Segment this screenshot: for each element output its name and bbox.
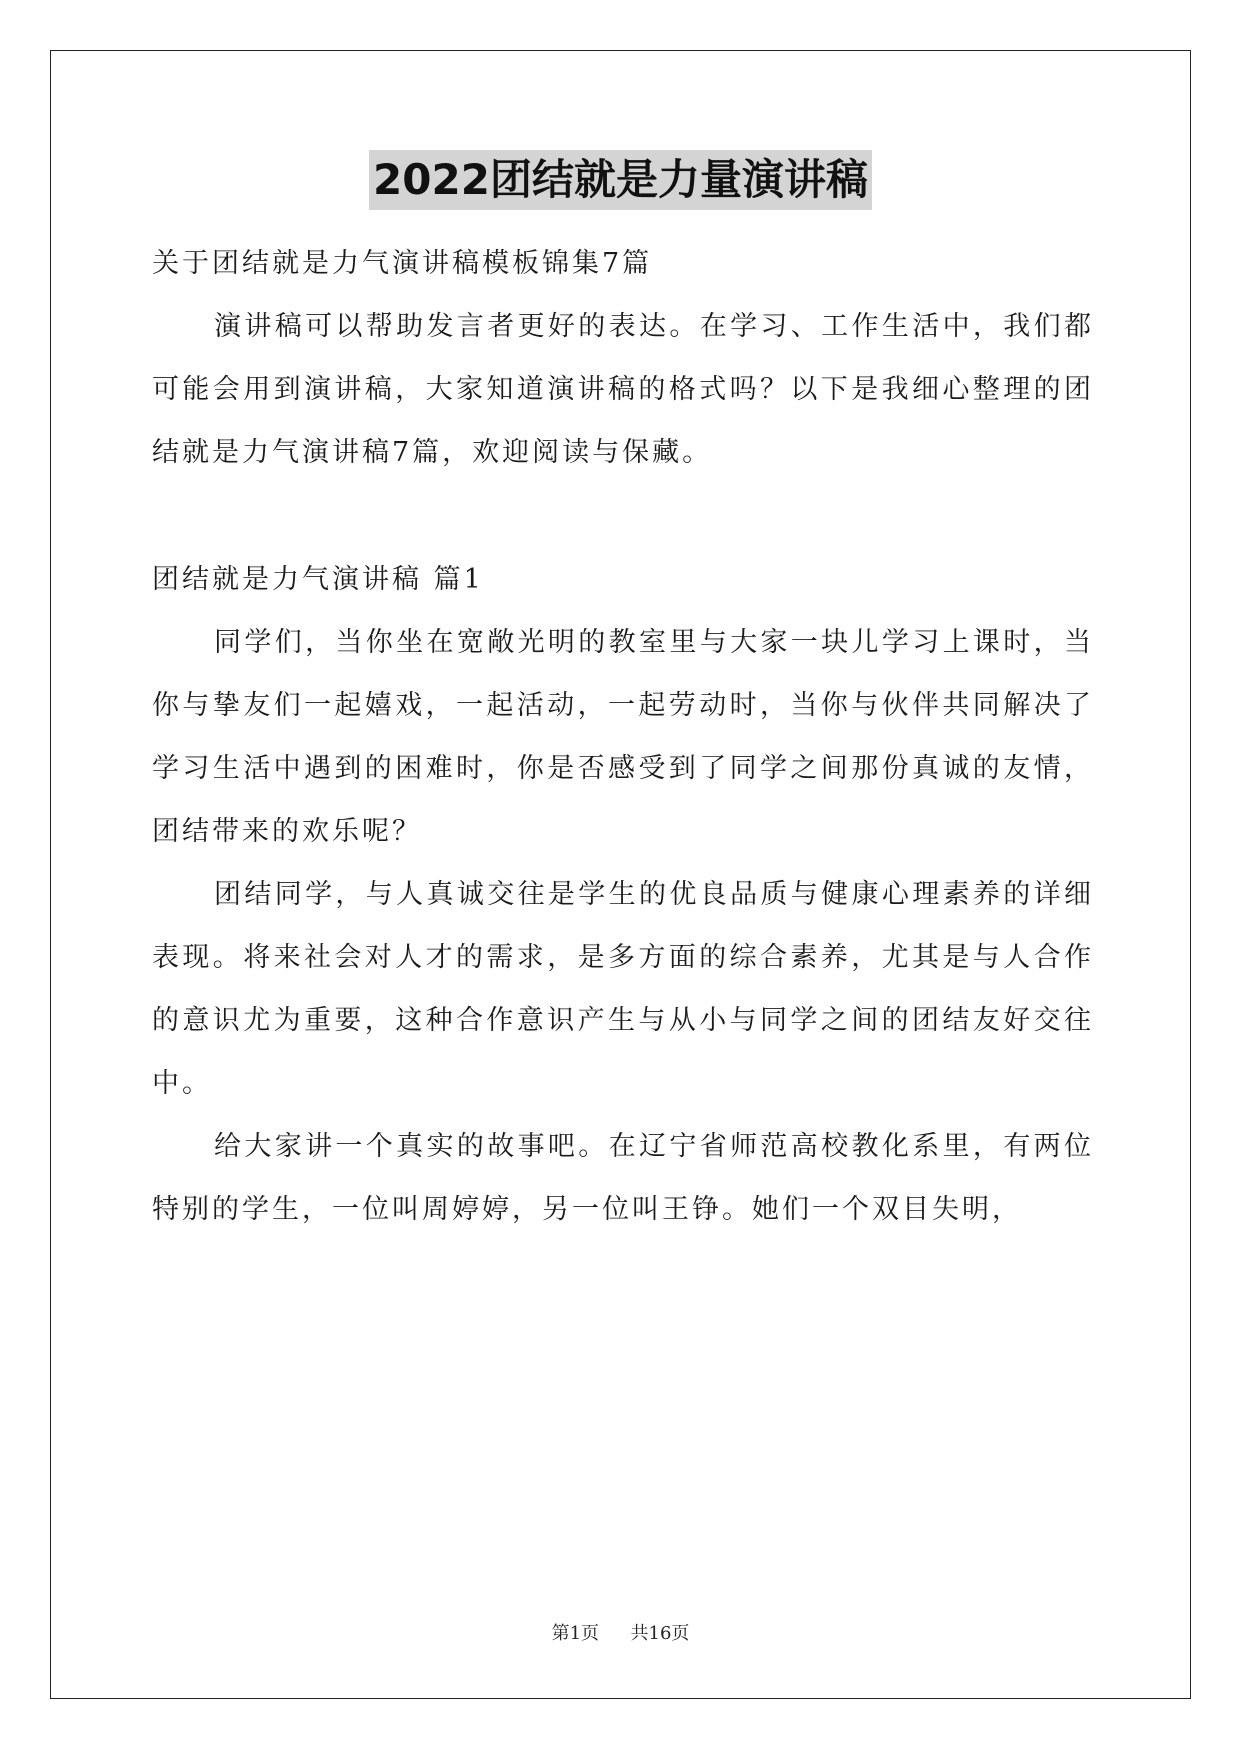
body-paragraph: 团结同学，与人真诚交往是学生的优良品质与健康心理素养的详细表现。将来社会对人才的需求，是多方面的综合素养，尤其是与人合作的意识尤为重要，这种合作意识产生与从小与同学之间的团结友好交往中。	[152, 879, 1094, 1099]
section-heading: 团结就是力气演讲稿 篇1	[152, 564, 484, 595]
page-number: 第1页	[551, 1623, 600, 1644]
title-container	[0, 150, 1241, 210]
document-title: 2022团结就是力量演讲稿	[369, 150, 872, 210]
body-paragraph: 同学们，当你坐在宽敞光明的教室里与大家一块儿学习上课时，当你与挚友们一起嬉戏，一起活动，一起劳动时，当你与伙伴共同解决了学习生活中遇到的困难时，你是否感受到了同学之间那份真诚的友情，团结带来的欢乐呢？	[152, 627, 1094, 847]
document-subtitle: 关于团结就是力气演讲稿模板锦集7篇	[152, 248, 653, 279]
section-spacer	[152, 484, 1094, 548]
total-pages: 共16页	[630, 1623, 690, 1644]
document-body	[152, 232, 1094, 1241]
page-footer	[0, 1619, 1241, 1645]
body-paragraph: 给大家讲一个真实的故事吧。在辽宁省师范高校教化系里，有两位特别的学生，一位叫周婷婷，另一位叫王铮。她们一个双目失明，	[152, 1131, 1094, 1225]
intro-paragraph: 演讲稿可以帮助发言者更好的表达。在学习、工作生活中，我们都可能会用到演讲稿，大家知道演讲稿的格式吗？以下是我细心整理的团结就是力气演讲稿7篇，欢迎阅读与保藏。	[152, 311, 1094, 468]
